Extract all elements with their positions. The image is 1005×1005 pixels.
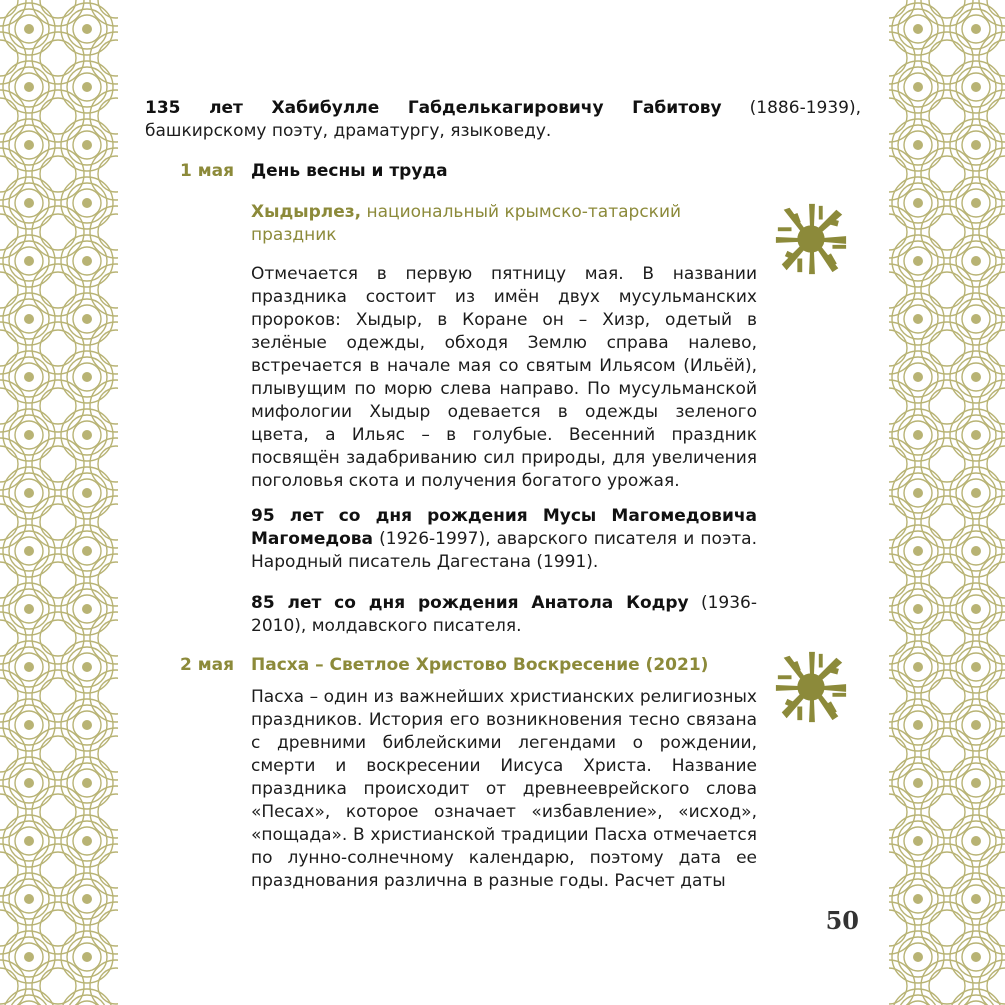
page-number: 50 xyxy=(825,906,859,935)
holiday-name: Хыдырлез, xyxy=(251,202,362,222)
entry-kodru-bold: 85 лет со дня рождения Анатола Кодру xyxy=(251,593,689,613)
left-ornament-border xyxy=(0,0,118,1005)
entry-kodru-rest: (1936-2010), молдавского писателя. xyxy=(251,593,757,636)
sunburst-ornament-icon xyxy=(772,648,850,726)
header-entry-rest: (1886-1939), башкирскому поэту, драматургу, языковеду. xyxy=(145,98,861,141)
entry-magomedov-bold: 95 лет со дня рождения Мусы Магомедовича Магомедова xyxy=(251,506,757,549)
holiday-heading xyxy=(251,201,759,247)
entry-kodru xyxy=(251,592,757,638)
may2-title xyxy=(251,654,771,677)
date-may-1: 1 мая xyxy=(179,161,234,181)
may2-title-text: Пасха – Светлое Христово Воскресение (2021) xyxy=(251,655,709,675)
holiday-subtitle: национальный крымско-татарский праздник xyxy=(251,202,682,245)
holiday-description xyxy=(251,263,757,493)
holiday-description-text: Отмечается в первую пятницу мая. В названии праздника состоит из имён двух мусульманских пророков: Хыдыр, в Коране он – Хизр, одетый в зелёные одежды, обходя Землю справа налево, встречается в начале мая со святым Ильясом (Ильёй), плывущим по морю слева направо. По мусульманской мифологии Хыдыр одевается в одежды зеленого цвета, а Ильяс – в голубые. Весенний праздник посвящён задабриванию сил природы, для увеличения поголовья скота и получения богатого урожая. xyxy=(251,264,757,491)
easter-description xyxy=(251,686,757,893)
easter-description-text: Пасха – один из важнейших христианских религиозных праздников. История его возникновения тесно связана с древними библейскими легендами о рождении, смерти и воскресении Иисуса Христа. Название праздника происходит от древнееврейского слова «Песах», которое означает «избавление», «исход», «пощада». В христианской традиции Пасха отмечается по лунно-солнечному календарю, поэтому дата ее празднования различна в разные годы. Расчет даты xyxy=(251,687,757,891)
may1-title-text: День весны и труда xyxy=(251,161,448,181)
entry-magomedov-rest: (1926-1997), аварского писателя и поэта. Народный писатель Дагестана (1991). xyxy=(251,529,757,572)
may1-title xyxy=(251,160,771,183)
entry-magomedov xyxy=(251,505,757,574)
right-ornament-border xyxy=(889,0,1005,1005)
sunburst-ornament-icon xyxy=(772,200,850,278)
header-entry xyxy=(145,97,861,143)
header-entry-bold: 135 лет Хабибулле Габделькагировичу Габитову xyxy=(145,98,722,118)
date-may-2: 2 мая xyxy=(179,655,234,675)
